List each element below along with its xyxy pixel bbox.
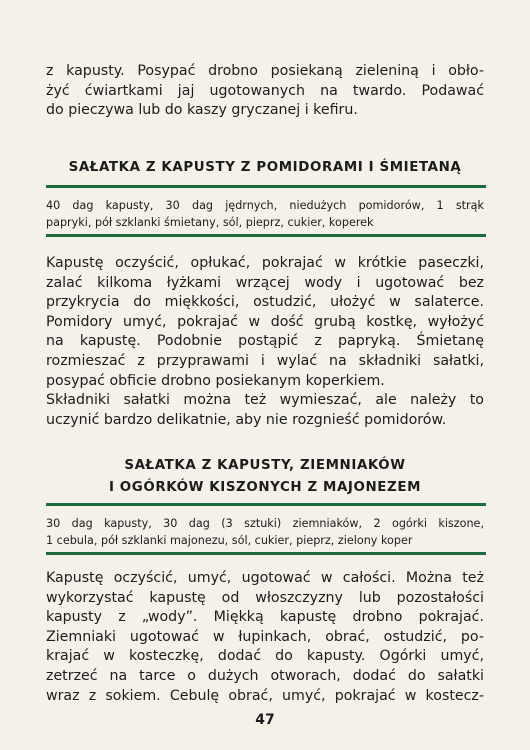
title-line: I OGÓRKÓW KISZONYCH Z MAJONEZEM [108,480,422,495]
text-line: na kapustę. Podobnie postąpić z papryką. Śmietanę [46,333,484,350]
text-line: posypać obficie drobno posiekanym koperkiem. [46,372,385,389]
text-line: przykrycia do miękkości, ostudzić, ułożyć w salaterce. [46,294,484,311]
recipe-title [46,455,484,499]
text-line: Ziemniaki ugotować w łupinkach, obrać, ostudzić, po- [46,628,484,645]
text-line: Kapustę oczyścić, umyć, ugotować w całości. Można też [46,570,484,586]
method-paragraph [46,254,484,430]
intro-paragraph [46,62,484,121]
recipe-title: SAŁATKA Z KAPUSTY Z POMIDORAMI I ŚMIETANĄ [68,160,462,175]
ingredients-list [46,197,484,231]
text-line: żyć ćwiartkami jaj ugotowanych na twardo. Podawać [46,82,484,99]
text-line: zalać kilkoma łyżkami wrzącej wody i ugotować bez [46,274,484,291]
text-line: papryki, pół szklanki śmietany, sól, pieprz, cukier, koperek [46,216,374,229]
ingredients-list [46,515,484,549]
divider-rule [46,503,486,506]
text-line: 30 dag kapusty, 30 dag (3 sztuki) ziemniaków, 2 ogórki kiszone, [46,517,484,530]
text-line: 1 cebula, pół szklanki majonezu, sól, cukier, pieprz, zielony koper [46,534,413,547]
text-line: Pomidory umyć, pokrajać w dość grubą kostkę, wyłożyć [46,313,484,330]
method-paragraph [46,569,484,706]
text-line: krajać w kosteczkę, dodać do kapusty. Ogórki umyć, [46,648,484,665]
text-line: wraz z sokiem. Cebulę obrać, umyć, pokrajać w kostecz- [46,687,484,704]
text-line: wykorzystać kapustę od włoszczyzny lub pozostałości [46,589,484,606]
divider-rule [46,185,486,188]
divider-rule [46,234,486,237]
title-line: SAŁATKA Z KAPUSTY, ZIEMNIAKÓW [124,458,406,473]
divider-rule [46,552,486,555]
text-line: do pieczywa lub do kaszy gryczanej i kefiru. [46,102,358,119]
text-line: rozmieszać z przyprawami i wylać na składniki sałatki, [46,352,484,369]
text-line: zetrzeć na tarce o dużych otworach, dodać do sałatki [46,667,484,684]
text-line: z kapusty. Posypać drobno posiekaną zieleniną i obło- [46,63,484,79]
text-line: kapusty z „wody”. Miękką kapustę drobno pokrajać. [46,609,484,626]
text-line: 40 dag kapusty, 30 dag jędrnych, niedużych pomidorów, 1 strąk [46,199,484,212]
text-line: uczynić bardzo delikatnie, aby nie rozgnieść pomidorów. [46,411,447,428]
text-line: Składniki sałatki można też wymieszać, ale należy to [46,392,484,409]
page-number: 47 [255,712,275,728]
text-line: Kapustę oczyścić, opłukać, pokrajać w krótkie paseczki, [46,255,484,271]
